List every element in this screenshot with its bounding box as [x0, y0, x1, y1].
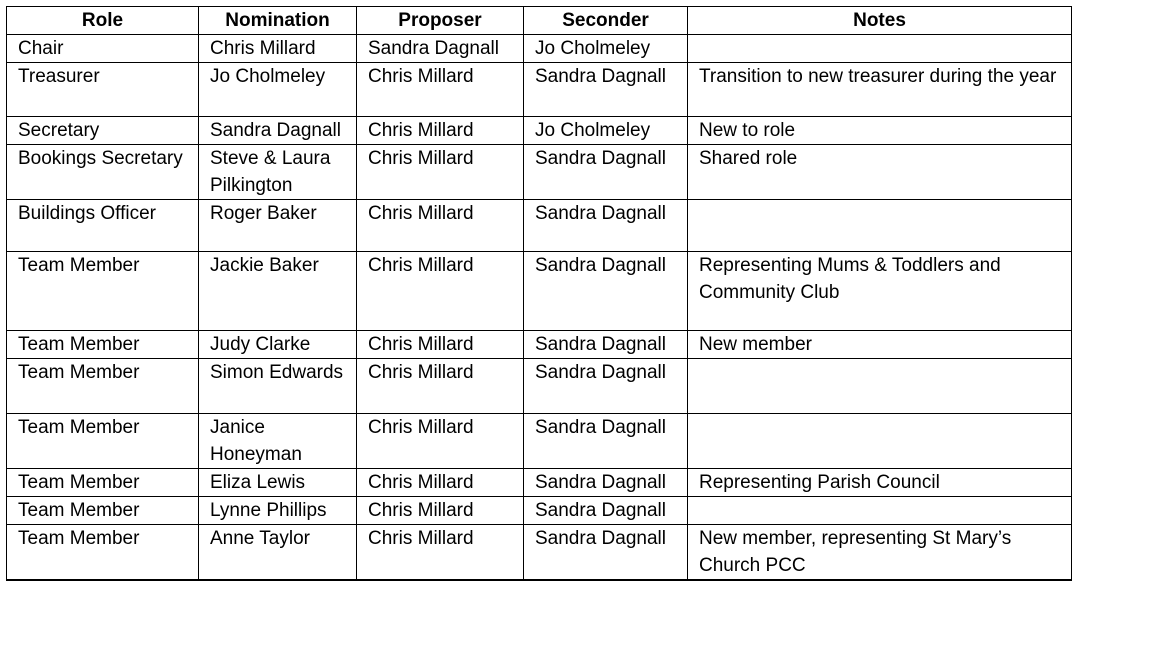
cell-notes: Shared role — [688, 145, 1072, 200]
cell-role: Team Member — [7, 252, 199, 331]
cell-notes: Transition to new treasurer during the year — [688, 63, 1072, 117]
table-row — [7, 35, 1072, 63]
table-header-row — [7, 7, 1072, 35]
cell-notes: New to role — [688, 117, 1072, 145]
table-row — [7, 117, 1072, 145]
table-row — [7, 359, 1072, 414]
header-role: Role — [7, 7, 199, 35]
table-row — [7, 331, 1072, 359]
cell-nomination: Eliza Lewis — [199, 469, 357, 497]
cell-seconder: Sandra Dagnall — [524, 252, 688, 331]
cell-notes: Representing Mums & Toddlers and Community Club — [688, 252, 1072, 331]
cell-proposer: Chris Millard — [357, 145, 524, 200]
cell-notes: New member — [688, 331, 1072, 359]
cell-role: Team Member — [7, 469, 199, 497]
cell-proposer: Chris Millard — [357, 469, 524, 497]
cell-role: Team Member — [7, 331, 199, 359]
header-notes: Notes — [688, 7, 1072, 35]
header-proposer: Proposer — [357, 7, 524, 35]
table-row — [7, 200, 1072, 252]
cell-proposer: Sandra Dagnall — [357, 35, 524, 63]
cell-proposer: Chris Millard — [357, 525, 524, 581]
cell-seconder: Sandra Dagnall — [524, 469, 688, 497]
cell-nomination: Judy Clarke — [199, 331, 357, 359]
cell-role: Team Member — [7, 359, 199, 414]
cell-nomination: Simon Edwards — [199, 359, 357, 414]
cell-notes — [688, 359, 1072, 414]
cell-proposer: Chris Millard — [357, 497, 524, 525]
cell-role: Team Member — [7, 525, 199, 581]
cell-notes: Representing Parish Council — [688, 469, 1072, 497]
cell-role: Chair — [7, 35, 199, 63]
cell-nomination: Jo Cholmeley — [199, 63, 357, 117]
header-nomination: Nomination — [199, 7, 357, 35]
table-row — [7, 414, 1072, 469]
cell-nomination: Lynne Phillips — [199, 497, 357, 525]
cell-nomination: Steve & Laura Pilkington — [199, 145, 357, 200]
cell-seconder: Sandra Dagnall — [524, 359, 688, 414]
cell-seconder: Sandra Dagnall — [524, 497, 688, 525]
table-row — [7, 469, 1072, 497]
cell-role: Buildings Officer — [7, 200, 199, 252]
cell-role: Team Member — [7, 497, 199, 525]
nominations-table — [6, 6, 1072, 581]
cell-seconder: Jo Cholmeley — [524, 35, 688, 63]
cell-nomination: Sandra Dagnall — [199, 117, 357, 145]
cell-seconder: Sandra Dagnall — [524, 414, 688, 469]
cell-proposer: Chris Millard — [357, 200, 524, 252]
cell-seconder: Sandra Dagnall — [524, 331, 688, 359]
cell-proposer: Chris Millard — [357, 63, 524, 117]
cell-proposer: Chris Millard — [357, 414, 524, 469]
cell-nomination: Roger Baker — [199, 200, 357, 252]
cell-proposer: Chris Millard — [357, 117, 524, 145]
cell-notes: New member, representing St Mary’s Church PCC — [688, 525, 1072, 581]
cell-nomination: Janice Honeyman — [199, 414, 357, 469]
table-row — [7, 497, 1072, 525]
cell-nomination: Jackie Baker — [199, 252, 357, 331]
header-seconder: Seconder — [524, 7, 688, 35]
cell-notes — [688, 35, 1072, 63]
table-row — [7, 525, 1072, 581]
cell-seconder: Sandra Dagnall — [524, 525, 688, 581]
cell-notes — [688, 414, 1072, 469]
cell-seconder: Sandra Dagnall — [524, 200, 688, 252]
cell-notes — [688, 497, 1072, 525]
cell-seconder: Sandra Dagnall — [524, 63, 688, 117]
cell-proposer: Chris Millard — [357, 252, 524, 331]
cell-notes — [688, 200, 1072, 252]
cell-role: Team Member — [7, 414, 199, 469]
cell-proposer: Chris Millard — [357, 359, 524, 414]
cell-seconder: Sandra Dagnall — [524, 145, 688, 200]
cell-role: Bookings Secretary — [7, 145, 199, 200]
cell-seconder: Jo Cholmeley — [524, 117, 688, 145]
cell-role: Secretary — [7, 117, 199, 145]
cell-nomination: Anne Taylor — [199, 525, 357, 581]
table-row — [7, 252, 1072, 331]
table-row — [7, 63, 1072, 117]
cell-proposer: Chris Millard — [357, 331, 524, 359]
cell-role: Treasurer — [7, 63, 199, 117]
table-row — [7, 145, 1072, 200]
cell-nomination: Chris Millard — [199, 35, 357, 63]
